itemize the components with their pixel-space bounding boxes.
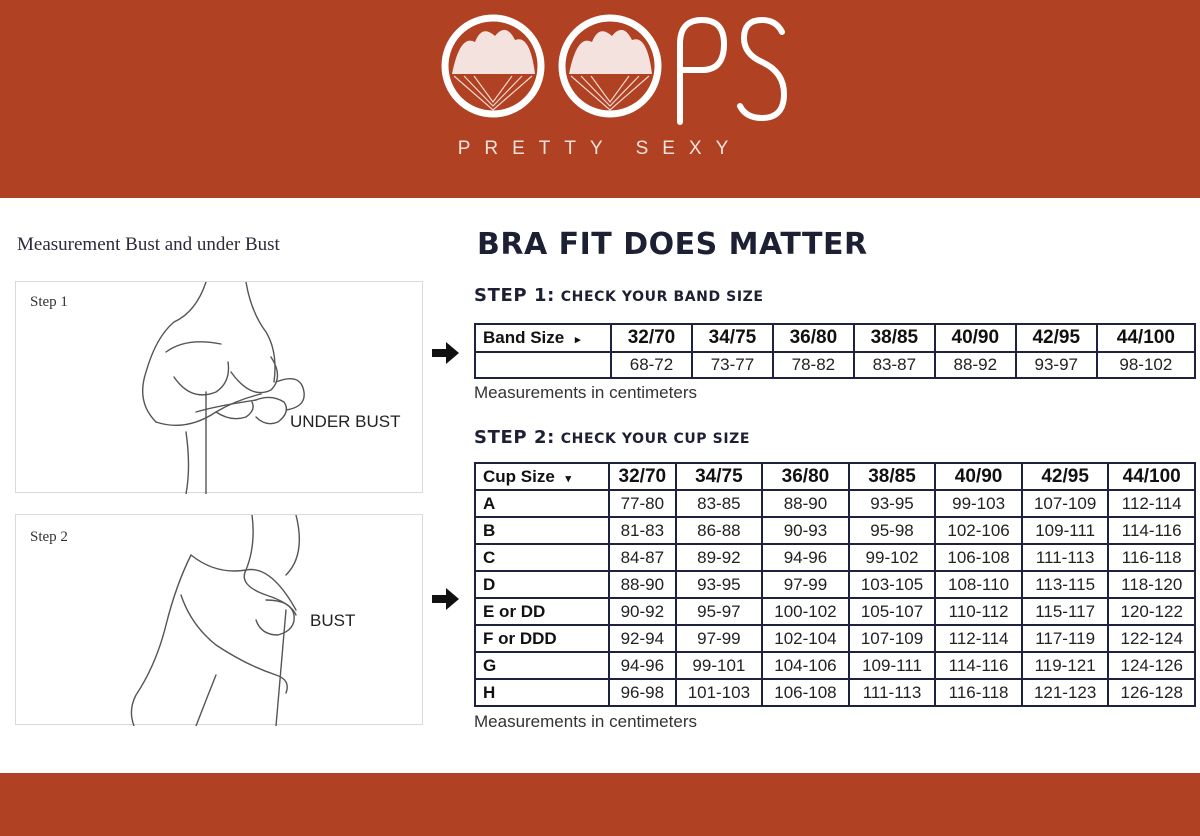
step1-heading-text: CHECK YOUR BAND SIZE: [560, 289, 764, 305]
cup-size-col: 36/80: [762, 463, 849, 490]
cup-measurement-cell: 95-98: [849, 517, 936, 544]
cup-measurement-cell: 95-97: [676, 598, 763, 625]
step2-illustration-box: [15, 514, 423, 725]
cup-measurement-cell: 114-116: [1108, 517, 1195, 544]
cup-measurement-cell: 99-101: [676, 652, 763, 679]
cup-size-col: 44/100: [1108, 463, 1195, 490]
step2-heading: [474, 427, 750, 448]
cup-measurement-cell: 83-85: [676, 490, 763, 517]
cup-size-col: 38/85: [849, 463, 936, 490]
cup-measurement-cell: 124-126: [1108, 652, 1195, 679]
cup-size-col: 32/70: [609, 463, 676, 490]
cup-label-cell: F or DDD: [475, 625, 609, 652]
cup-measurement-cell: 111-113: [849, 679, 936, 706]
table-row: [475, 652, 1195, 679]
step2-heading-prefix: STEP 2:: [474, 427, 555, 448]
cup-label-cell: H: [475, 679, 609, 706]
band-size-col: 32/70: [611, 324, 692, 352]
cup-measurement-cell: 101-103: [676, 679, 763, 706]
band-size-col: 34/75: [692, 324, 773, 352]
band-measurement-cell: 88-92: [935, 352, 1016, 378]
cup-size-table: [474, 462, 1196, 707]
bottom-banner: [0, 773, 1200, 836]
table-row: [475, 598, 1195, 625]
cup-measurement-cell: 106-108: [935, 544, 1022, 571]
band-measurement-cell: 73-77: [692, 352, 773, 378]
cup-label-cell: E or DD: [475, 598, 609, 625]
step1-label: Step 1: [30, 294, 68, 310]
band-size-col: 44/100: [1097, 324, 1195, 352]
step1-heading: [474, 285, 764, 306]
cup-measurement-cell: 118-120: [1108, 571, 1195, 598]
cup-measurement-cell: 114-116: [935, 652, 1022, 679]
cup-measurement-cell: 84-87: [609, 544, 676, 571]
band-size-header: [475, 324, 611, 352]
cup-measurement-cell: 105-107: [849, 598, 936, 625]
cup-size-col: 40/90: [935, 463, 1022, 490]
table-row: [475, 625, 1195, 652]
cup-note: Measurements in centimeters: [474, 712, 697, 731]
bust-label: BUST: [310, 611, 356, 630]
band-size-header-label: Band Size: [483, 328, 565, 347]
band-measurement-cell: 68-72: [611, 352, 692, 378]
cup-measurement-cell: 108-110: [935, 571, 1022, 598]
table-row: [475, 544, 1195, 571]
step2-label: Step 2: [30, 529, 68, 545]
band-measurement-cell: 93-97: [1016, 352, 1097, 378]
cup-measurement-cell: 86-88: [676, 517, 763, 544]
cup-measurement-cell: 96-98: [609, 679, 676, 706]
band-measurement-cell: 78-82: [773, 352, 854, 378]
arrow-right-icon: [432, 341, 460, 365]
measurement-title: Measurement Bust and under Bust: [17, 234, 280, 255]
cup-measurement-cell: 99-103: [935, 490, 1022, 517]
cup-measurement-cell: 103-105: [849, 571, 936, 598]
step2-heading-text: CHECK YOUR CUP SIZE: [560, 431, 751, 447]
cup-measurement-cell: 90-92: [609, 598, 676, 625]
cup-measurement-cell: 88-90: [762, 490, 849, 517]
cup-measurement-cell: 97-99: [762, 571, 849, 598]
band-measurement-cell: 83-87: [854, 352, 935, 378]
cup-measurement-cell: 109-111: [1022, 517, 1109, 544]
under-bust-label: UNDER BUST: [290, 412, 401, 431]
cup-measurement-cell: 92-94: [609, 625, 676, 652]
cup-measurement-cell: 109-111: [849, 652, 936, 679]
band-size-col: 42/95: [1016, 324, 1097, 352]
cup-label-cell: B: [475, 517, 609, 544]
table-row: [475, 679, 1195, 706]
cup-measurement-cell: 107-109: [849, 625, 936, 652]
step1-illustration-box: [15, 281, 423, 493]
caret-right-icon: ▸: [574, 334, 581, 346]
cup-measurement-cell: 115-117: [1022, 598, 1109, 625]
cup-measurement-cell: 88-90: [609, 571, 676, 598]
under-bust-figure-icon: [16, 282, 424, 494]
cup-size-header: [475, 463, 609, 490]
band-size-col: 38/85: [854, 324, 935, 352]
cup-measurement-cell: 81-83: [609, 517, 676, 544]
cup-measurement-cell: 97-99: [676, 625, 763, 652]
cup-measurement-cell: 93-95: [849, 490, 936, 517]
cup-measurement-cell: 119-121: [1022, 652, 1109, 679]
table-row: [475, 490, 1195, 517]
cup-measurement-cell: 112-114: [935, 625, 1022, 652]
cup-measurement-cell: 104-106: [762, 652, 849, 679]
cup-measurement-cell: 77-80: [609, 490, 676, 517]
arrow-right-icon: [432, 587, 460, 611]
caret-down-icon: ▾: [565, 472, 572, 485]
cup-size-col: 42/95: [1022, 463, 1109, 490]
bust-figure-icon: [16, 515, 424, 726]
cup-measurement-cell: 110-112: [935, 598, 1022, 625]
cup-measurement-cell: 126-128: [1108, 679, 1195, 706]
brand-tagline: PRETTY SEXY: [457, 138, 743, 159]
cup-measurement-cell: 117-119: [1022, 625, 1109, 652]
cup-measurement-cell: 121-123: [1022, 679, 1109, 706]
cup-measurement-cell: 100-102: [762, 598, 849, 625]
cup-label-cell: C: [475, 544, 609, 571]
cup-measurement-cell: 102-104: [762, 625, 849, 652]
cup-measurement-cell: 122-124: [1108, 625, 1195, 652]
cup-label-cell: G: [475, 652, 609, 679]
cup-size-header-label: Cup Size: [483, 466, 555, 486]
cup-measurement-cell: 90-93: [762, 517, 849, 544]
band-size-col: 40/90: [935, 324, 1016, 352]
table-row: [475, 571, 1195, 598]
cup-measurement-cell: 112-114: [1108, 490, 1195, 517]
cup-size-col: 34/75: [676, 463, 763, 490]
cup-measurement-cell: 89-92: [676, 544, 763, 571]
oops-logo-icon: [440, 14, 800, 144]
step1-heading-prefix: STEP 1:: [474, 285, 555, 306]
bra-fit-title: BRA FIT DOES MATTER: [477, 227, 868, 262]
cup-measurement-cell: 102-106: [935, 517, 1022, 544]
cup-measurement-cell: 120-122: [1108, 598, 1195, 625]
band-size-col: 36/80: [773, 324, 854, 352]
cup-measurement-cell: 99-102: [849, 544, 936, 571]
table-row: [475, 517, 1195, 544]
band-blank-cell: [475, 352, 611, 378]
cup-measurement-cell: 116-118: [1108, 544, 1195, 571]
cup-measurement-cell: 94-96: [762, 544, 849, 571]
cup-measurement-cell: 111-113: [1022, 544, 1109, 571]
band-measurement-cell: 98-102: [1097, 352, 1195, 378]
cup-label-cell: D: [475, 571, 609, 598]
cup-measurement-cell: 106-108: [762, 679, 849, 706]
band-size-table: [474, 323, 1196, 379]
cup-measurement-cell: 93-95: [676, 571, 763, 598]
band-note: Measurements in centimeters: [474, 383, 697, 402]
cup-measurement-cell: 113-115: [1022, 571, 1109, 598]
cup-measurement-cell: 94-96: [609, 652, 676, 679]
cup-measurement-cell: 107-109: [1022, 490, 1109, 517]
cup-label-cell: A: [475, 490, 609, 517]
cup-measurement-cell: 116-118: [935, 679, 1022, 706]
